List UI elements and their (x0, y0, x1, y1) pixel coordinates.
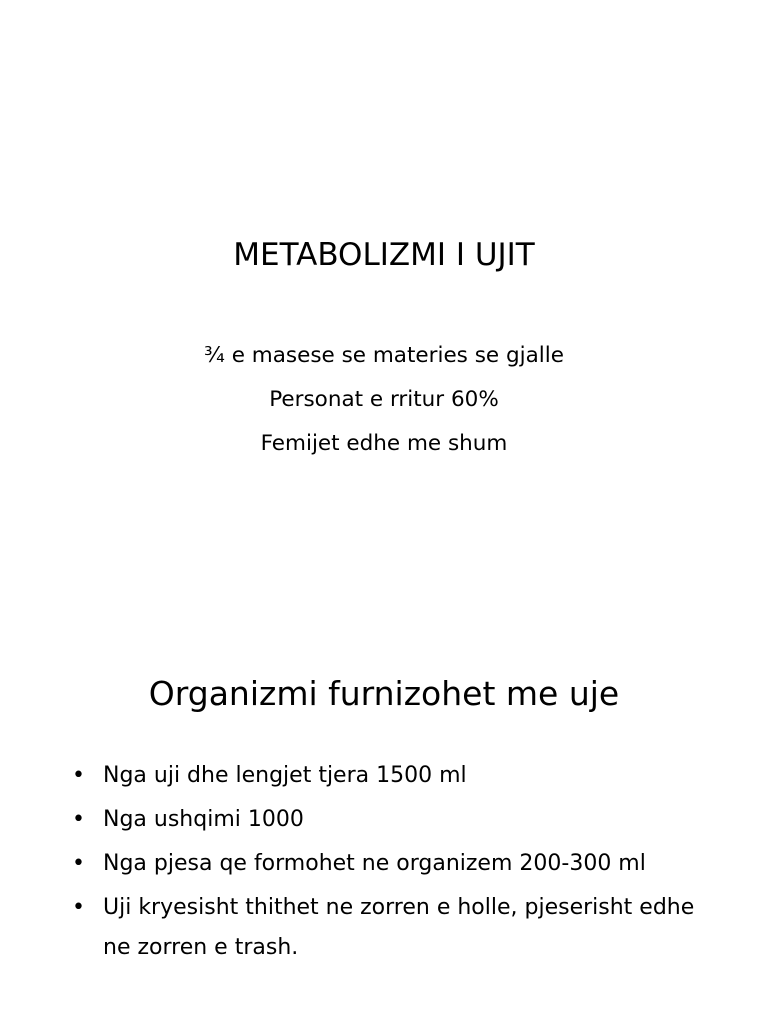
subtitle-line: ¾ e masese se materies se gjalle (204, 343, 564, 368)
list-item-text: Uji kryesisht thithet ne zorren e holle, pjeserisht edhe ne zorren e trash. (103, 895, 695, 960)
bullet-icon: • (72, 763, 85, 788)
list-item-text: Nga ushqimi 1000 (103, 807, 304, 832)
bullet-icon: • (72, 851, 85, 876)
slide-2 (0, 576, 768, 1024)
list-item (72, 844, 712, 884)
list-item (72, 756, 712, 796)
list-item-text: Nga pjesa qe formohet ne organizem 200-300 ml (103, 851, 646, 876)
slide-1-subtitle-lines (0, 334, 768, 466)
slide-2-title: Organizmi furnizohet me uje (148, 674, 620, 713)
slide-1-title: METABOLIZMI I UJIT (233, 237, 535, 273)
list-item (72, 888, 712, 968)
subtitle-line: Personat e rritur 60% (269, 387, 499, 412)
list-item (72, 800, 712, 840)
bullet-icon: • (72, 895, 85, 920)
list-item-text: Nga uji dhe lengjet tjera 1500 ml (103, 763, 467, 788)
subtitle-line: Femijet edhe me shum (260, 431, 508, 456)
bullet-icon: • (72, 807, 85, 832)
bullet-list (72, 756, 712, 972)
